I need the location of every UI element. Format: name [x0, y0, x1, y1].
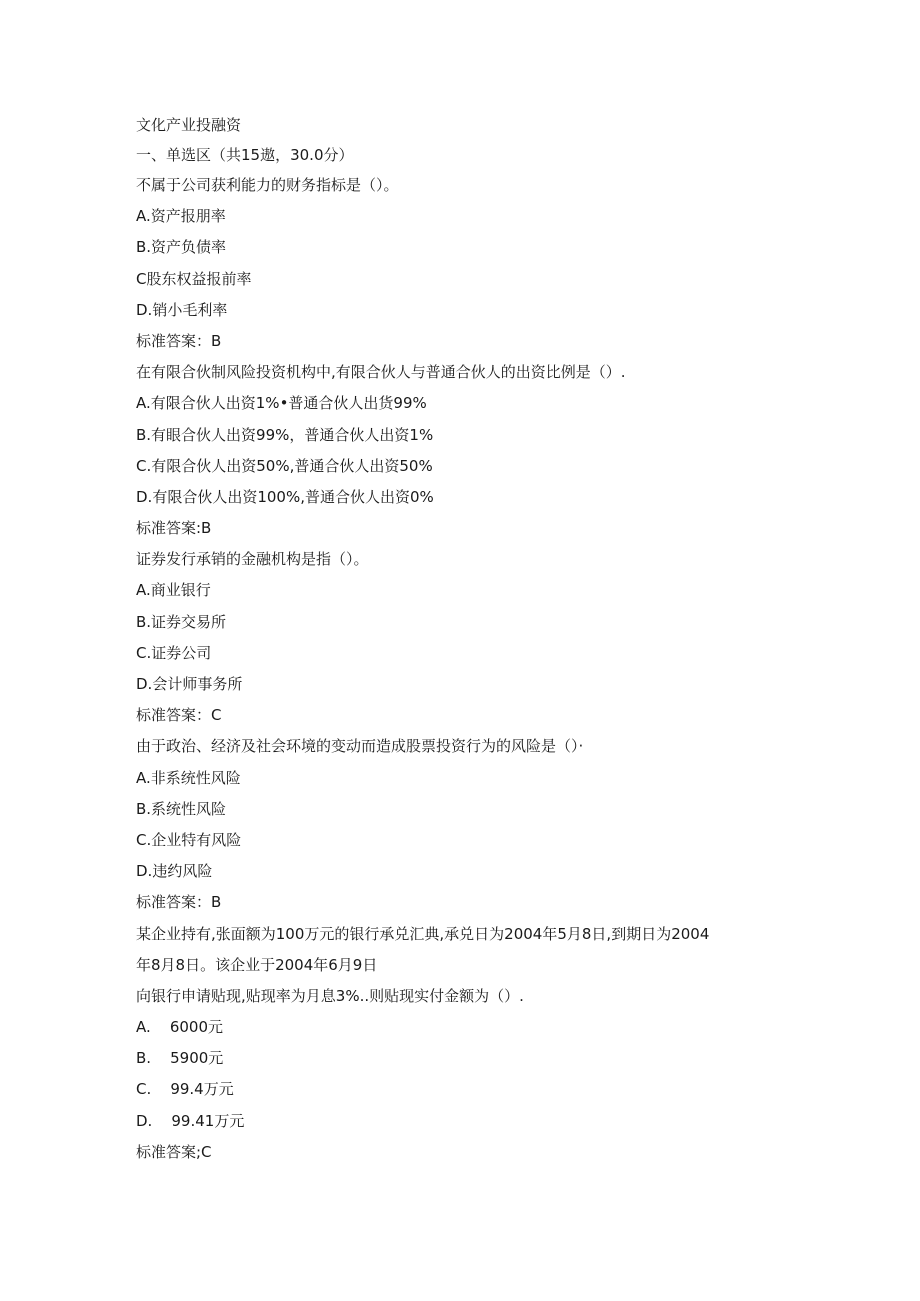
question-block	[136, 547, 836, 734]
question-block	[136, 734, 836, 921]
option-b: B.系统性风险	[136, 799, 227, 818]
question-stem: 不属于公司获利能力的财务指标是（）。	[136, 176, 399, 194]
standard-answer: 标准答案：B	[136, 331, 222, 350]
option-d: D. 99.41万元	[136, 1111, 245, 1130]
option-b: B.证券交易所	[136, 612, 227, 631]
option-c: C.证券公司	[136, 643, 212, 662]
option-c: C股东权益报前率	[136, 269, 252, 288]
option-b: B.有眼合伙人出资99%，普通合伙人出资1%	[136, 425, 434, 444]
option-b: B.资产负债率	[136, 238, 227, 257]
option-a: A.资产报朋率	[136, 207, 226, 226]
question-block	[136, 360, 836, 547]
option-a: A.非系统性风险	[136, 768, 241, 787]
document-body	[136, 113, 836, 1171]
question-block	[136, 173, 836, 360]
option-c: C.企业特有风险	[136, 830, 242, 849]
standard-answer: 标准答案：C	[136, 706, 222, 725]
option-a: A.商业银行	[136, 581, 211, 600]
option-d: D.有限合伙人出资100%,普通合伙人出资0%	[136, 487, 434, 506]
option-d: D.销小毛利率	[136, 300, 228, 319]
standard-answer: 标准答案:B	[136, 519, 212, 538]
option-a: A. 6000元	[136, 1018, 224, 1037]
option-b: B. 5900元	[136, 1049, 224, 1068]
section-heading: 一、单选区（共15遨，30.0分）	[136, 146, 354, 164]
option-d: D.会计师事务所	[136, 675, 243, 693]
document-title: 文化产业投融资	[136, 116, 242, 134]
option-d: D.违约风险	[136, 862, 213, 881]
standard-answer: 标准答案：B	[136, 893, 222, 912]
option-c: C. 99.4万元	[136, 1080, 234, 1099]
question-stem-continued: 向银行申请贴现,贴现率为月息3%..则贴现实付金额为（）.	[136, 986, 524, 1005]
option-a: A.有限合伙人出资1%•普通合伙人出货99%	[136, 394, 427, 413]
question-stem: 在有限合伙制风险投资机构中,有限合伙人与普通合伙人的出资比例是（）.	[136, 363, 626, 382]
question-block	[136, 922, 836, 1172]
option-c: C.有限合伙人出资50%,普通合伙人出资50%	[136, 456, 433, 475]
question-stem: 某企业持有,张面额为100万元的银行承兑汇典,承兑日为2004年5月8日,到期日为2004	[136, 924, 710, 943]
question-stem-continued: 年8月8日。该企业于2004年6月9日	[136, 955, 378, 974]
question-stem: 由于政治、经济及社会环境的变动而造成股票投资行为的风险是（）·	[136, 737, 584, 756]
standard-answer: 标准答案;C	[136, 1142, 212, 1161]
question-stem: 证券发行承销的金融机构是指（）。	[136, 550, 369, 569]
